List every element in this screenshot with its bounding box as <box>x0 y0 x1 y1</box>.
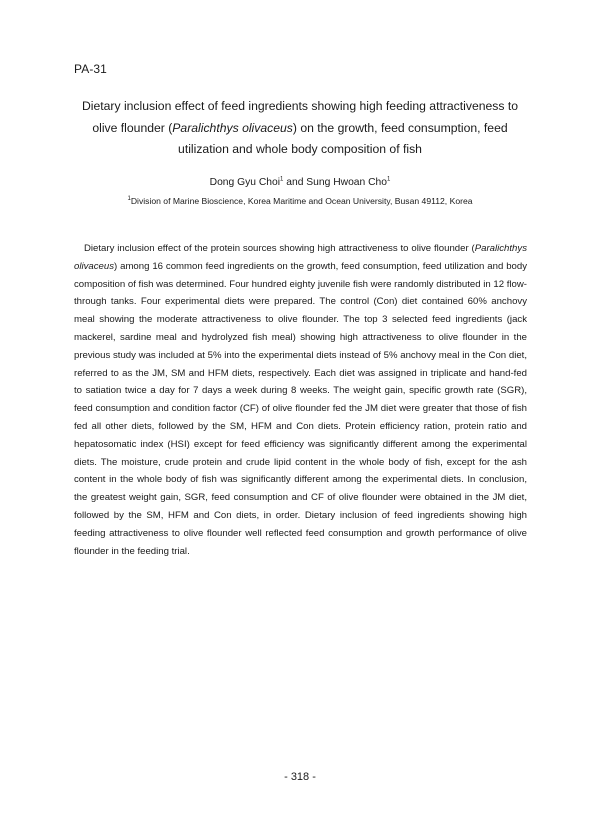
abstract-id: PA-31 <box>74 62 107 76</box>
title-line-2-post: ) on the growth, feed consumption, feed <box>292 120 508 135</box>
abstract-lead: Dietary inclusion effect of the protein sources showing high attractiveness to olive flounder ( <box>84 243 475 254</box>
abstract-species-name: Paralichthys olivaceus <box>74 243 527 272</box>
author-connector: and <box>283 177 307 188</box>
author-1-affiliation-mark: 1 <box>280 176 284 183</box>
author-list <box>60 176 540 190</box>
abstract-text: ) among 16 common feed ingredients on the growth, feed consumption, feed utilization and body composition of fish was determined. Four hundred eighty juvenile fish were randomly distributed in 12 flow-through tanks. Four experimental diets were prepared. The control (Con) diet contained 60% anchovy meal showing the moderate attractiveness to olive flounder. The top 3 selected feed ingredients (jack mackerel, sardine meal and hydrolyzed fish meal) showing high attractiveness to olive flounder in the previous study was included at 5% into the experimental diets instead of 5% anchovy meal in the Con diet, referred to as the JM, SM and HFM diets, respectively. Each diet was assigned in triplicate and hand-fed to satiation twice a day for 7 days a week during 8 weeks. The weight gain, specific growth rate (SGR), feed consumption and condition factor (CF) of olive flounder fed the JM diet were greater that those of fish fed all other diets, followed by the SM, HFM and Con diets. Protein efficiency ration, protein ratio and hepatosomatic index (HSI) except for feed efficiency was significantly different among the experimental diets. The moisture, crude protein and crude lipid content in the whole body of fish, except for the ash content in the whole body of fish was significantly different among the experimental diets. In conclusion, the greatest weight gain, SGR, feed consumption and CF of olive flounder were obtained in the JM diet, followed by the SM, HFM and Con diets, in order. Dietary inclusion of feed ingredients showing high feeding attractiveness to olive flounder well reflected feed consumption and growth performance of olive flounder in the feeding trial. <box>74 260 527 557</box>
title-line-1: Dietary inclusion effect of feed ingredients showing high feeding attractiveness to <box>81 99 519 113</box>
page-number: - 318 - <box>284 771 316 783</box>
title-line-3: utilization and whole body composition of fish <box>178 142 422 156</box>
author-1-name: Dong Gyu Choi <box>209 177 281 188</box>
author-2-affiliation-mark: 1 <box>387 176 391 183</box>
title-species-name: Paralichthys olivaceus <box>172 120 293 135</box>
affiliation <box>60 195 540 207</box>
affiliation-text: Division of Marine Bioscience, Korea Maritime and Ocean University, Busan 49112, Korea <box>130 196 473 206</box>
abstract-body <box>74 240 527 560</box>
paper-title <box>60 96 540 161</box>
author-2-name: Sung Hwoan Cho <box>306 177 388 188</box>
title-line-2-pre: olive flounder ( <box>92 120 173 135</box>
affiliation-mark: 1 <box>127 196 131 203</box>
